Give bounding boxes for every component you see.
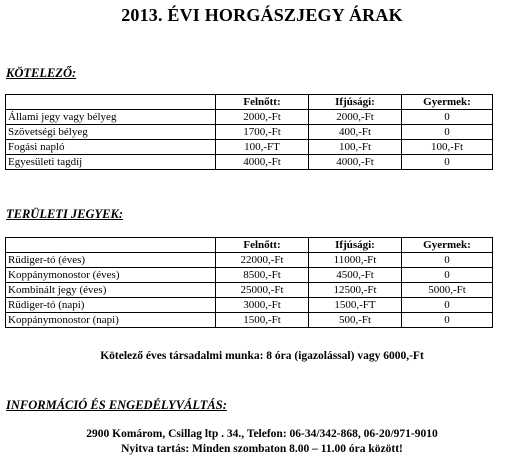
table-row — [6, 125, 493, 140]
contact-address: 2900 Komárom, Csillag ltp . 34., Telefon: 06-34/342-868, 06-20/971-9010 — [86, 428, 438, 440]
price-cell: 4500,-Ft — [309, 268, 402, 283]
row-label: Koppánymonostor (éves) — [6, 268, 216, 283]
section-heading-info: INFORMÁCIÓ ÉS ENGEDÉLYVÁLTÁS: — [6, 398, 227, 412]
price-cell: 100,-Ft — [402, 140, 493, 155]
price-cell: 4000,-Ft — [309, 155, 402, 170]
price-cell: 4000,-Ft — [216, 155, 309, 170]
table-row — [6, 155, 493, 170]
section-heading-mandatory: KÖTELEZŐ: — [6, 66, 77, 80]
column-header: Gyermek: — [402, 95, 493, 110]
table-row — [6, 110, 493, 125]
row-label: Rüdiger-tó (napi) — [6, 298, 216, 313]
column-header: Ifjúsági: — [309, 95, 402, 110]
column-header — [6, 238, 216, 253]
price-cell: 100,-FT — [216, 140, 309, 155]
price-cell: 11000,-Ft — [309, 253, 402, 268]
column-header: Felnőtt: — [216, 95, 309, 110]
price-cell: 1500,-Ft — [216, 313, 309, 328]
price-cell: 0 — [402, 155, 493, 170]
page-title: 2013. ÉVI HORGÁSZJEGY ÁRAK — [121, 5, 403, 25]
row-label: Állami jegy vagy bélyeg — [6, 110, 216, 125]
opening-hours: Nyitva tartás: Minden szombaton 8.00 – 11.00 óra között! — [121, 443, 403, 455]
row-label: Fogási napló — [6, 140, 216, 155]
column-header: Ifjúsági: — [309, 238, 402, 253]
price-cell: 3000,-Ft — [216, 298, 309, 313]
price-cell: 22000,-Ft — [216, 253, 309, 268]
table-row — [6, 253, 493, 268]
price-cell: 25000,-Ft — [216, 283, 309, 298]
price-cell: 0 — [402, 253, 493, 268]
row-label: Kombinált jegy (éves) — [6, 283, 216, 298]
price-cell: 2000,-Ft — [216, 110, 309, 125]
price-cell: 0 — [402, 125, 493, 140]
row-label: Egyesületi tagdíj — [6, 155, 216, 170]
price-cell: 1500,-FT — [309, 298, 402, 313]
price-cell: 12500,-Ft — [309, 283, 402, 298]
column-header: Felnőtt: — [216, 238, 309, 253]
section-heading-territorial: TERÜLETI JEGYEK: — [6, 207, 124, 221]
row-label: Rüdiger-tó (éves) — [6, 253, 216, 268]
mandatory-price-table — [5, 94, 493, 170]
price-cell: 500,-Ft — [309, 313, 402, 328]
territorial-price-table — [5, 237, 493, 328]
price-cell: 8500,-Ft — [216, 268, 309, 283]
price-cell: 0 — [402, 313, 493, 328]
community-work-note: Kötelező éves társadalmi munka: 8 óra (igazolással) vagy 6000,-Ft — [100, 350, 424, 362]
table-header-row — [6, 238, 493, 253]
price-cell: 1700,-Ft — [216, 125, 309, 140]
price-cell: 0 — [402, 298, 493, 313]
table-row — [6, 298, 493, 313]
price-cell: 400,-Ft — [309, 125, 402, 140]
row-label: Koppánymonostor (napi) — [6, 313, 216, 328]
table-row — [6, 313, 493, 328]
price-cell: 2000,-Ft — [309, 110, 402, 125]
column-header — [6, 95, 216, 110]
table-row — [6, 268, 493, 283]
table-row — [6, 140, 493, 155]
row-label: Szövetségi bélyeg — [6, 125, 216, 140]
table-header-row — [6, 95, 493, 110]
price-cell: 0 — [402, 110, 493, 125]
price-cell: 100,-Ft — [309, 140, 402, 155]
table-row — [6, 283, 493, 298]
price-cell: 0 — [402, 268, 493, 283]
price-cell: 5000,-Ft — [402, 283, 493, 298]
column-header: Gyermek: — [402, 238, 493, 253]
